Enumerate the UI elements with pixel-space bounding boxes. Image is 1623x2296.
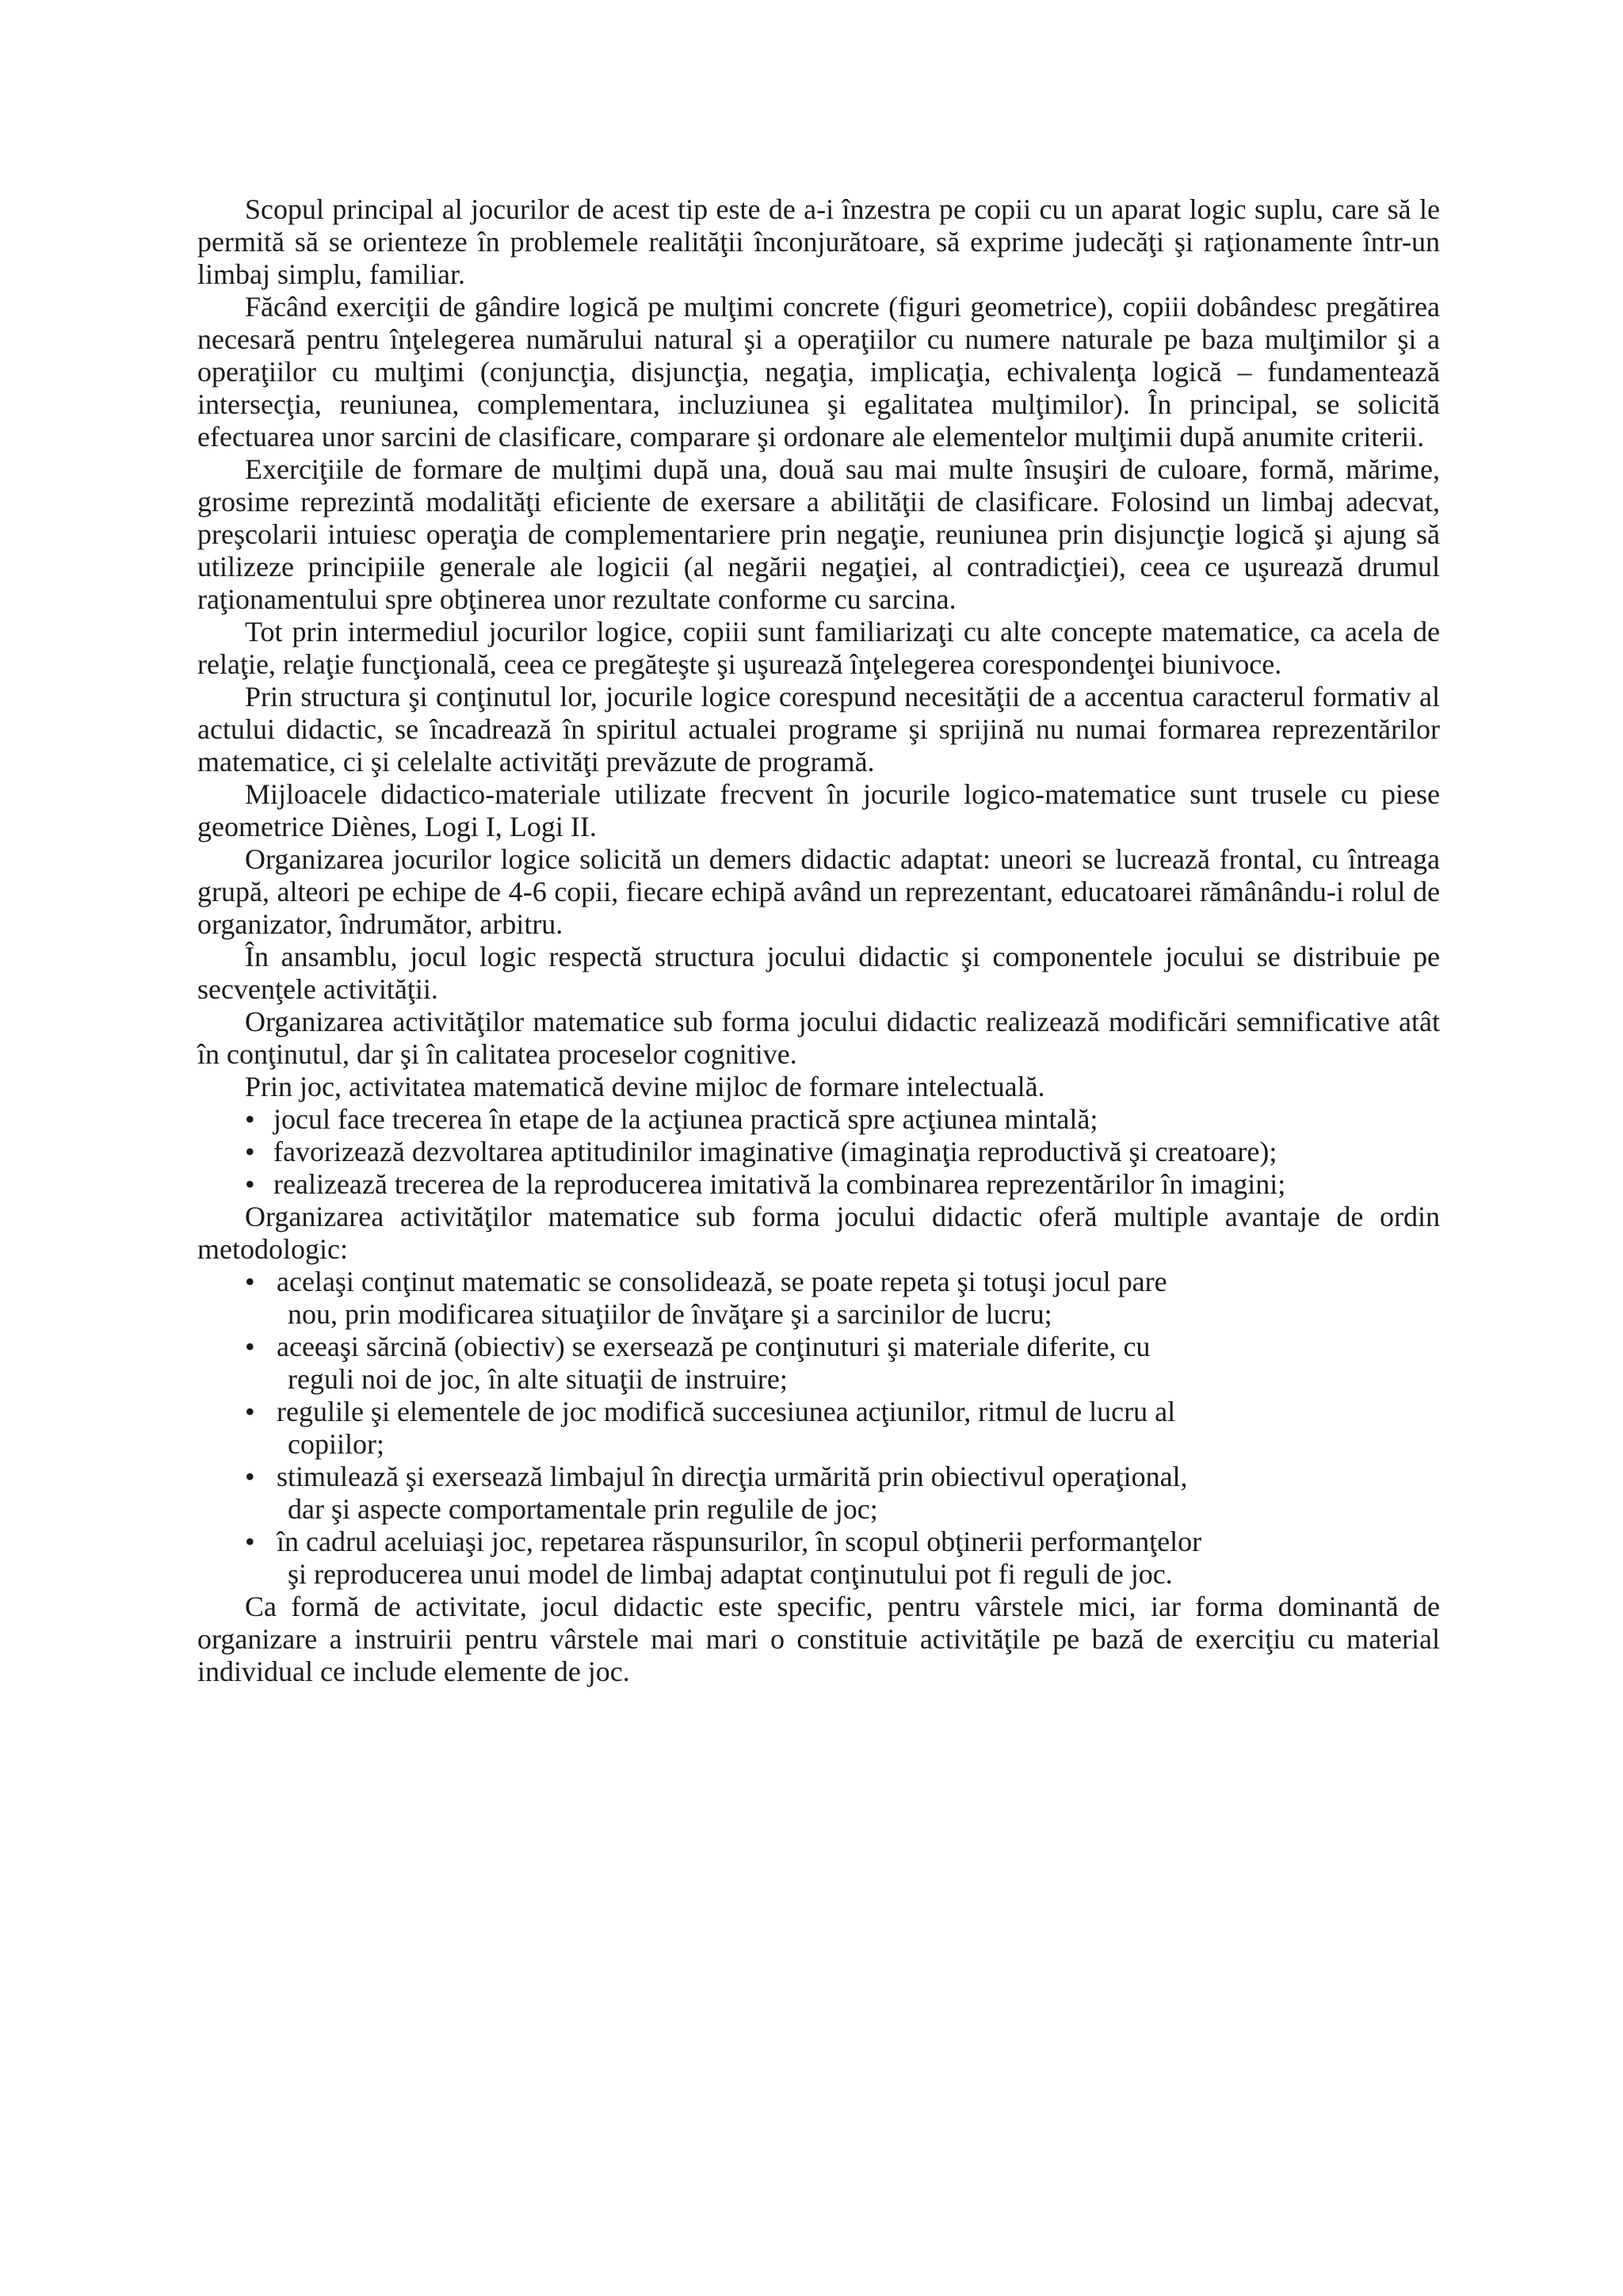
document-page (197, 193, 1440, 1688)
paragraph: Exerciţiile de formare de mulţimi după una, două sau mai multe însuşiri de culoare, formă, mărime, grosime reprezintă modalităţi eficiente de exersare a abilităţii de clasificare. Folosind un limbaj adecvat, preşcolarii intuiesc operaţia de complementariere prin negaţie, reuniunea prin disjuncţie logică şi ajung să utilizeze principiile generale ale logicii (al negării negaţiei, al contradicţiei), ceea ce uşurează drumul raţionamentului spre obţinerea unor rezultate conforme cu sarcina. (197, 453, 1440, 615)
bullet-icon: • (245, 1168, 255, 1200)
list-item-line: acelaşi conţinut matematic se consolidează, se poate repeta şi totuşi jocul pare (277, 1266, 1167, 1297)
bullet-icon: • (245, 1266, 255, 1297)
bullet-icon: • (245, 1136, 255, 1167)
list-item (245, 1103, 1440, 1136)
list-item (245, 1136, 1440, 1168)
paragraph: Ca formă de activitate, jocul didactic este specific, pentru vârstele mici, iar forma dominantă de organizare a instruirii pentru vârstele mai mari o constituie activităţile pe bază de exerciţiu cu material individual ce include elemente de joc. (197, 1591, 1440, 1687)
list-item-line: regulile şi elementele de joc modifică succesiunea acţiunilor, ritmul de lucru al (277, 1396, 1176, 1427)
list-item-line: nou, prin modificarea situaţiilor de învăţare şi a sarcinilor de lucru; (288, 1298, 1052, 1330)
paragraph: Organizarea jocurilor logice solicită un demers didactic adaptat: uneori se lucrează frontal, cu întreaga grupă, alteori pe echipe de 4-6 copii, fiecare echipă având un reprezentant, educatoarei rămânându-i rolul de organizator, îndrumător, arbitru. (197, 843, 1440, 940)
bullet-icon: • (245, 1331, 255, 1362)
list-item (245, 1266, 1440, 1331)
bullet-icon: • (245, 1396, 255, 1427)
list-item-line: dar şi aspecte comportamentale prin regulile de joc; (288, 1493, 878, 1525)
list-item (245, 1526, 1440, 1591)
list-item-line: şi reproducerea unui model de limbaj adaptat conţinutului pot fi reguli de joc. (288, 1558, 1173, 1590)
bullet-list-effects (197, 1103, 1440, 1201)
paragraph: Organizarea activităţilor matematice sub forma jocului didactic realizează modificări semnificative atât în conţinutul, dar şi în calitatea proceselor cognitive. (197, 1006, 1440, 1070)
list-item-text: realizează trecerea de la reproducerea imitativă la combinarea reprezentărilor în imagini; (273, 1168, 1286, 1200)
paragraph: Mijloacele didactico-materiale utilizate frecvent în jocurile logico-matematice sunt trusele cu piese geometrice Diènes, Logi I, Logi II. (197, 778, 1440, 842)
list-item (245, 1331, 1440, 1396)
list-item-line: reguli noi de joc, în alte situaţii de instruire; (288, 1363, 788, 1395)
list-item (245, 1168, 1440, 1201)
paragraph: Prin structura şi conţinutul lor, jocurile logice corespund necesităţii de a accentua caracterul formativ al actului didactic, se încadrează în spiritul actualei programe şi sprijină nu numai formarea reprezentărilor matematice, ci şi celelalte activităţi prevăzute de programă. (197, 681, 1440, 777)
paragraph: Tot prin intermediul jocurilor logice, copiii sunt familiarizaţi cu alte concepte matematice, ca acela de relaţie, relaţie funcţională, ceea ce pregăteşte şi uşurează înţelegerea corespondenţei biunivoce. (197, 616, 1440, 680)
bullet-icon: • (245, 1461, 255, 1492)
paragraph: În ansamblu, jocul logic respectă structura jocului didactic şi componentele jocului se distribuie pe secvenţele activităţii. (197, 941, 1440, 1005)
paragraph: Scopul principal al jocurilor de acest tip este de a-i înzestra pe copii cu un aparat logic suplu, care să le permită să se orienteze în problemele realităţii înconjurătoare, să exprime judecăţi şi raţionamente într-un limbaj simplu, familiar. (197, 193, 1440, 290)
list-item (245, 1396, 1440, 1461)
paragraph: Prin joc, activitatea matematică devine mijloc de formare intelectuală. (245, 1071, 1045, 1102)
list-item-line: stimulează şi exersează limbajul în direcţia urmărită prin obiectivul operaţional, (277, 1461, 1188, 1492)
paragraph: Organizarea activităţilor matematice sub forma jocului didactic oferă multiple avantaje de ordin metodologic: (197, 1201, 1440, 1265)
paragraph: Făcând exerciţii de gândire logică pe mulţimi concrete (figuri geometrice), copiii dobândesc pregătirea necesară pentru înţelegerea numărului natural şi a operaţiilor cu numere naturale pe baza mulţimilor şi a operaţiilor cu mulţimi (conjuncţia, disjuncţia, negaţia, implicaţia, echivalenţa logică – fundamentează intersecţia, reuniunea, complementara, incluziunea şi egalitatea mulţimilor). În principal, se solicită efectuarea unor sarcini de clasificare, comparare şi ordonare ale elementelor mulţimii după anumite criterii. (197, 291, 1440, 453)
bullet-icon: • (245, 1103, 255, 1135)
list-item (245, 1461, 1440, 1526)
list-item-line: aceeaşi sărcină (obiectiv) se exersează pe conţinuturi şi materiale diferite, cu (277, 1331, 1151, 1362)
list-item-text: favorizează dezvoltarea aptitudinilor imaginative (imaginaţia reproductivă şi creatoare); (273, 1136, 1277, 1167)
bullet-icon: • (245, 1526, 255, 1557)
list-item-line: în cadrul aceluiaşi joc, repetarea răspunsurilor, în scopul obţinerii performanţelor (277, 1526, 1202, 1557)
list-item-text: jocul face trecerea în etape de la acţiunea practică spre acţiunea mintală; (273, 1103, 1098, 1135)
list-item-line: copiilor; (288, 1428, 384, 1460)
bullet-list-advantages (197, 1266, 1440, 1591)
